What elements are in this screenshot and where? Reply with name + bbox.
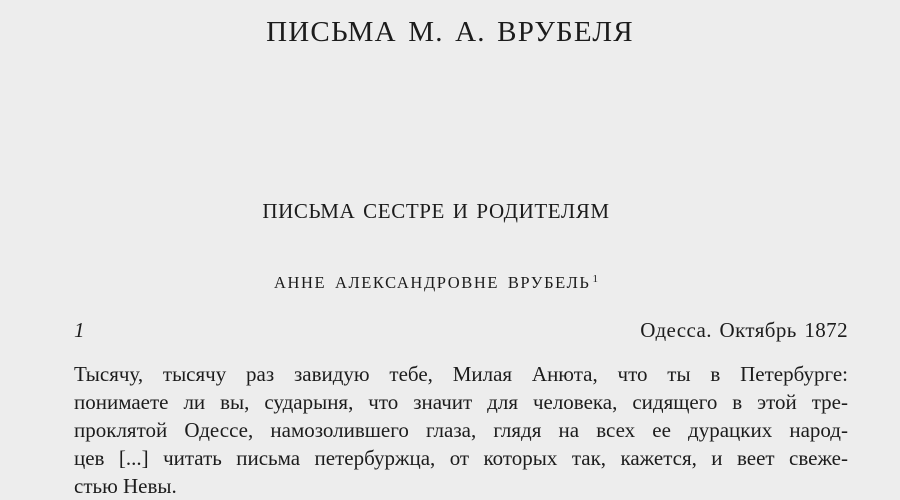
letter-line: проклятой Одессе, намозолившего глаза, глядя на всех ее дурацких народ- bbox=[74, 418, 848, 442]
letter-body bbox=[74, 360, 848, 500]
book-title: ПИСЬМА М. А. ВРУБЕЛЯ bbox=[266, 16, 634, 48]
letter-addressee bbox=[0, 273, 872, 293]
letter-line: понимаете ли вы, сударыня, что значит для человека, сидящего в этой тре- bbox=[74, 390, 848, 414]
letter-line: стью Невы. bbox=[74, 474, 177, 498]
addressee-name: АННЕ АЛЕКСАНДРОВНЕ ВРУБЕЛЬ bbox=[274, 273, 591, 292]
footnote-marker: 1 bbox=[592, 273, 598, 285]
section-title: ПИСЬМА СЕСТРЕ И РОДИТЕЛЯМ bbox=[262, 199, 610, 223]
letter-line: цев [...] читать письма петербуржца, от которых так, кажется, и веет свеже- bbox=[74, 446, 848, 470]
letter-number: 1 bbox=[74, 318, 85, 342]
letter-place-date: Одесса. Октябрь 1872 bbox=[640, 318, 848, 342]
letter-line: Тысячу, тысячу раз завидую тебе, Милая Анюта, что ты в Петербурге: bbox=[74, 362, 848, 386]
